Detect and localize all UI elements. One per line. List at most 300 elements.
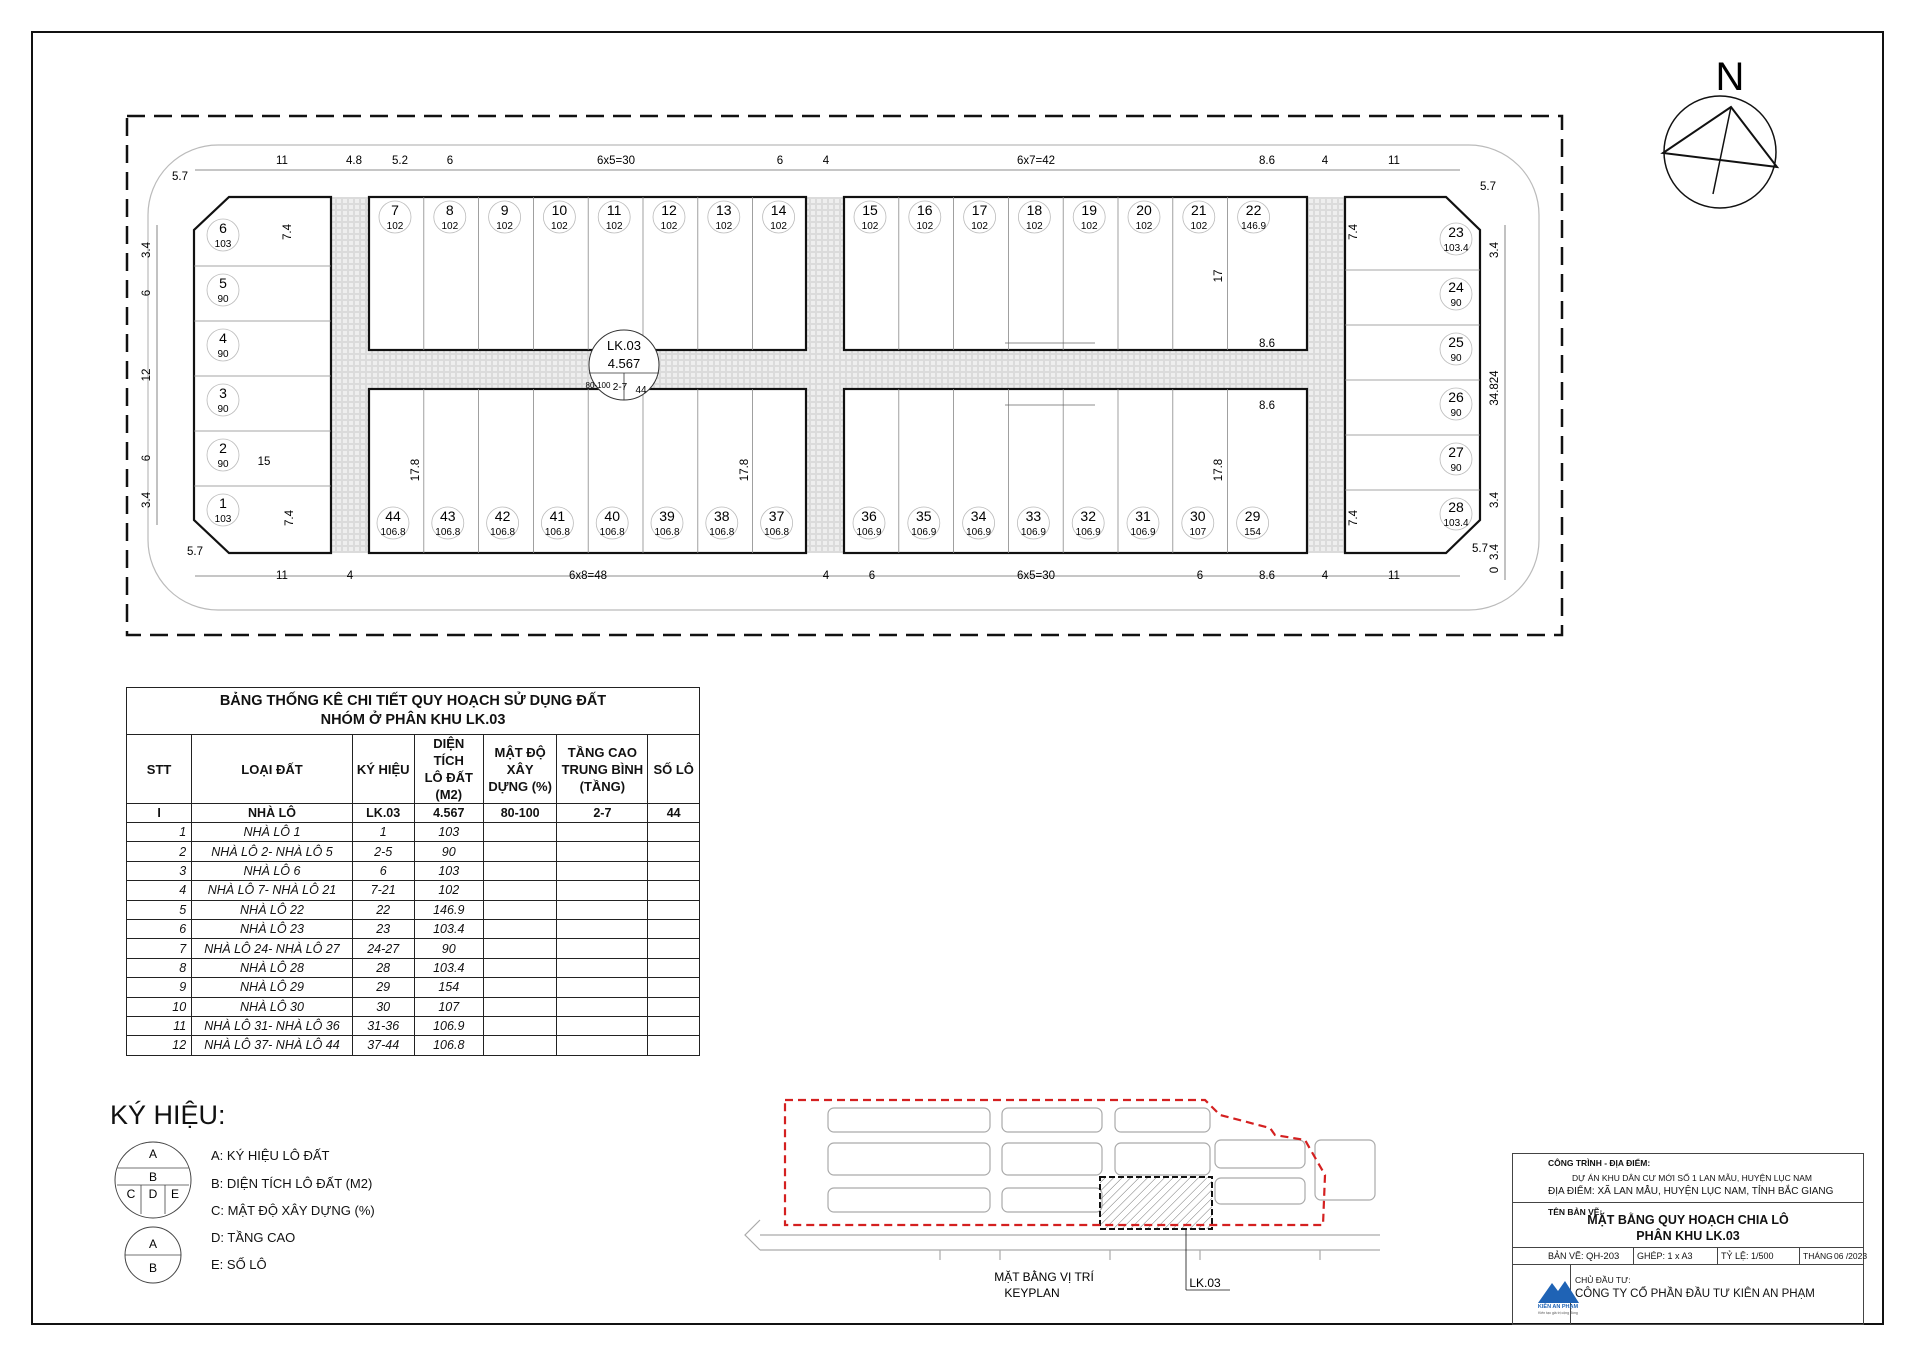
- table-cell-sl: [648, 939, 700, 958]
- lot-number: 43: [440, 508, 456, 524]
- lot-area: 102: [1190, 221, 1208, 232]
- lot-area: 102: [916, 221, 934, 232]
- table-cell-loai: NHÀ LÔ 28: [192, 958, 353, 977]
- scale: TỶ LỆ: 1/500: [1721, 1251, 1774, 1261]
- table-row: [127, 842, 700, 861]
- table-cell-sl: [648, 978, 700, 997]
- table-row: [127, 958, 700, 977]
- block-floors: 2-7: [612, 382, 628, 393]
- lot-area: 102: [605, 221, 623, 232]
- top-left-lot-marker: [434, 201, 466, 233]
- dimension-label: 11: [276, 570, 288, 582]
- table-cell-stt: 5: [127, 900, 192, 919]
- top-right-lot-marker: [964, 201, 996, 233]
- table-cell-stt: 10: [127, 997, 192, 1016]
- dimension-label: 3.4: [141, 242, 153, 258]
- summary-ky-hieu: LK.03: [352, 804, 414, 823]
- lot-area: 90: [217, 294, 229, 305]
- dimension-label: 17.8: [1213, 458, 1225, 482]
- table-cell-sl: [648, 900, 700, 919]
- lot-number: 14: [770, 202, 787, 218]
- lot-area: 106.9: [1075, 527, 1101, 538]
- right-lot-marker: [1440, 333, 1472, 365]
- drawing-title-1: MẶT BẰNG QUY HOẠCH CHIA LÔ: [1587, 1213, 1789, 1227]
- dimension-label: 6: [1196, 570, 1204, 582]
- lot-number: 13: [716, 202, 732, 218]
- dimension-label: 0: [1489, 566, 1501, 574]
- lot-area: 102: [1026, 221, 1043, 232]
- summary-mat-do: 80-100: [483, 804, 557, 823]
- north-arrow: [1663, 55, 1777, 208]
- table-cell-dt: 154: [414, 978, 483, 997]
- legend-symbol2-a: A: [148, 1237, 158, 1251]
- dimension-label: 17.8: [410, 458, 422, 482]
- table-cell-stt: 7: [127, 939, 192, 958]
- right-lot-marker: [1440, 278, 1472, 310]
- dimension-label: 4: [822, 570, 830, 582]
- logo-mountain-icon: [1538, 1281, 1579, 1303]
- table-cell-dt: 102: [414, 881, 483, 900]
- table-cell-loai: NHÀ LÔ 37- NHÀ LÔ 44: [192, 1036, 353, 1055]
- sheet-no-label: BẢN VẼ:: [1548, 1251, 1584, 1261]
- legend-item-e: E: SỐ LÔ: [211, 1257, 267, 1272]
- dimension-label: 8.6: [1259, 570, 1275, 582]
- project-location: ĐỊA ĐIỂM: XÃ LAN MẪU, HUYỆN LỤC NAM, TỈNH BẮC GIANG: [1548, 1186, 1834, 1197]
- bottom-right-lot-marker: [1017, 507, 1049, 539]
- table-cell-sl: [648, 842, 700, 861]
- lot-area: 90: [217, 459, 229, 470]
- table-cell-sl: [648, 1016, 700, 1035]
- dimension-label: 6x5=30: [1016, 570, 1056, 582]
- top-right-lot-marker: [1128, 201, 1160, 233]
- right-lot-marker: [1440, 388, 1472, 420]
- keyplan-label-1: MẶT BẰNG VỊ TRÍ: [994, 1270, 1094, 1284]
- lot-number: 33: [1025, 508, 1042, 524]
- company-logo: [1537, 1271, 1579, 1319]
- dimension-label: 6: [868, 570, 876, 582]
- table-cell-md: [483, 1016, 557, 1035]
- dimension-label: 8.6: [1259, 338, 1275, 350]
- lot-area: 90: [1450, 408, 1462, 419]
- table-cell-loai: NHÀ LÔ 31- NHÀ LÔ 36: [192, 1016, 353, 1035]
- table-cell-sl: [648, 823, 700, 842]
- summary-tang-cao: 2-7: [557, 804, 648, 823]
- table-cell-stt: 3: [127, 861, 192, 880]
- table-cell-stt: 12: [127, 1036, 192, 1055]
- table-cell-tc: [557, 881, 648, 900]
- table-cell-dt: 106.9: [414, 1016, 483, 1035]
- dimension-label: 3.4: [141, 492, 153, 508]
- table-cell-md: [483, 861, 557, 880]
- dimension-label: 11: [1388, 570, 1400, 582]
- lot-number: 5: [219, 275, 227, 291]
- lot-number: 20: [1136, 202, 1152, 218]
- summary-stt: I: [127, 804, 192, 823]
- dimension-label: 8.6: [1259, 155, 1275, 167]
- table-cell-tc: [557, 861, 648, 880]
- table-cell-md: [483, 900, 557, 919]
- table-cell-md: [483, 881, 557, 900]
- table-cell-dt: 103: [414, 861, 483, 880]
- table-cell-loai: NHÀ LÔ 24- NHÀ LÔ 27: [192, 939, 353, 958]
- lot-area: 106.8: [435, 527, 461, 538]
- table-cell-dt: 146.9: [414, 900, 483, 919]
- left-lot-marker: [207, 494, 239, 526]
- top-left-lot-marker: [653, 201, 685, 233]
- legend-item-d: D: TẦNG CAO: [211, 1230, 296, 1245]
- table-cell-stt: 9: [127, 978, 192, 997]
- lot-number: 7: [391, 202, 399, 218]
- table-cell-loai: NHÀ LÔ 6: [192, 861, 353, 880]
- lot-number: 8: [445, 202, 454, 218]
- legend-symbol-a: A: [148, 1147, 158, 1161]
- table-title-line-2: NHÓM Ở PHÂN KHU LK.03: [320, 712, 506, 728]
- lot-number: 32: [1080, 508, 1096, 524]
- table-title: [127, 688, 700, 735]
- table-cell-kh: 31-36: [352, 1016, 414, 1035]
- lot-number: 37: [768, 508, 785, 524]
- table-cell-md: [483, 958, 557, 977]
- block-code: LK.03: [607, 338, 641, 353]
- table-cell-stt: 11: [127, 1016, 192, 1035]
- lot-area: 106.8: [709, 527, 735, 538]
- lot-area: 106.9: [911, 527, 937, 538]
- dimension-label: 7.4: [1348, 224, 1360, 240]
- dimension-label: 6x5=30: [596, 155, 636, 167]
- dimension-label: 5.7: [1480, 181, 1496, 193]
- table-cell-kh: 1: [352, 823, 414, 842]
- dimension-label: 15: [257, 456, 271, 468]
- table-cell-sl: [648, 861, 700, 880]
- table-cell-loai: NHÀ LÔ 7- NHÀ LÔ 21: [192, 881, 353, 900]
- lot-number: 30: [1190, 508, 1206, 524]
- lot-number: 26: [1448, 389, 1464, 405]
- dimension-label: 8.6: [1259, 400, 1275, 412]
- date-value: 06 /2023: [1834, 1251, 1868, 1261]
- table-cell-tc: [557, 900, 648, 919]
- bottom-left-lot-marker: [432, 507, 464, 539]
- table-cell-md: [483, 919, 557, 938]
- top-right-lot-marker: [854, 201, 886, 233]
- table-cell-loai: NHÀ LÔ 23: [192, 919, 353, 938]
- lot-number: 39: [659, 508, 675, 524]
- table-cell-kh: 6: [352, 861, 414, 880]
- lot-number: 19: [1081, 202, 1097, 218]
- table-cell-sl: [648, 997, 700, 1016]
- lot-number: 44: [385, 508, 401, 524]
- lot-number: 29: [1244, 508, 1261, 524]
- owner-label: CHỦ ĐẦU TƯ:: [1575, 1275, 1631, 1285]
- bottom-right-lot-marker: [1072, 507, 1104, 539]
- lot-number: 9: [500, 202, 509, 218]
- lot-area: 106.8: [654, 527, 680, 538]
- lot-area: 106.8: [544, 527, 570, 538]
- left-lot-marker: [207, 439, 239, 471]
- table-cell-kh: 24-27: [352, 939, 414, 958]
- lot-area: 90: [217, 404, 229, 415]
- table-cell-md: [483, 842, 557, 861]
- dimension-label: 3.4: [1489, 544, 1501, 560]
- lot-number: 2: [219, 440, 227, 456]
- lot-number: 12: [661, 202, 677, 218]
- lot-number: 10: [551, 202, 568, 218]
- table-cell-dt: 90: [414, 842, 483, 861]
- lot-area: 106.9: [966, 527, 992, 538]
- lot-number: 35: [916, 508, 932, 524]
- table-cell-kh: 30: [352, 997, 414, 1016]
- top-right-lot-marker: [1018, 201, 1050, 233]
- table-cell-tc: [557, 1016, 648, 1035]
- table-cell-tc: [557, 1036, 648, 1055]
- dimension-label: 11: [276, 155, 288, 167]
- lot-number: 28: [1448, 499, 1464, 515]
- table-cell-tc: [557, 919, 648, 938]
- lot-area: 102: [551, 221, 568, 232]
- top-left-lot-marker: [543, 201, 575, 233]
- bottom-right-lot-marker: [963, 507, 995, 539]
- dimension-label: 4: [1321, 155, 1329, 167]
- lot-area: 106.8: [490, 527, 516, 538]
- lot-area: 154: [1244, 527, 1261, 538]
- owner-name: CÔNG TY CỔ PHẦN ĐẦU TƯ KIÊN AN PHẠM: [1575, 1288, 1815, 1300]
- bottom-left-lot-marker: [377, 507, 409, 539]
- top-right-lot-marker: [909, 201, 941, 233]
- table-cell-kh: 22: [352, 900, 414, 919]
- lot-number: 38: [714, 508, 730, 524]
- dimension-label: 34.824: [1489, 370, 1501, 406]
- bottom-left-lot-marker: [706, 507, 738, 539]
- dimension-label: 17.8: [739, 458, 751, 482]
- table-cell-kh: 7-21: [352, 881, 414, 900]
- dimension-label: 6: [776, 155, 784, 167]
- lot-area: 102: [770, 221, 787, 232]
- lot-area: 106.8: [764, 527, 790, 538]
- dimension-label: 17: [1213, 269, 1225, 283]
- col-so-lo: SỐ LÔ: [648, 735, 700, 804]
- lot-number: 41: [549, 508, 566, 524]
- lot-area: 102: [441, 221, 459, 232]
- table-cell-tc: [557, 978, 648, 997]
- lot-number: 34: [970, 508, 987, 524]
- legend-symbol-d: D: [148, 1187, 158, 1201]
- title-block: [1512, 1153, 1868, 1325]
- table-title-line-1: BẢNG THỐNG KÊ CHI TIẾT QUY HOẠCH SỬ DỤNG ĐẤT: [219, 693, 607, 709]
- lot-area: 106.9: [1130, 527, 1156, 538]
- top-right-lot-marker: [1183, 201, 1215, 233]
- table-cell-loai: NHÀ LÔ 29: [192, 978, 353, 997]
- lot-number: 27: [1448, 444, 1464, 460]
- dimension-label: 6: [141, 454, 153, 462]
- left-lot-marker: [207, 384, 239, 416]
- table-row: [127, 1036, 700, 1055]
- bottom-right-lot-marker: [908, 507, 940, 539]
- sheet-join: GHÉP: 1 x A3: [1637, 1251, 1693, 1261]
- table-row: [127, 861, 700, 880]
- dimension-label: 4: [1321, 570, 1329, 582]
- top-left-lot-marker: [763, 201, 795, 233]
- table-cell-dt: 107: [414, 997, 483, 1016]
- summary-so-lo: 44: [648, 804, 700, 823]
- table-cell-md: [483, 939, 557, 958]
- bottom-right-lot-marker: [1127, 507, 1159, 539]
- legend-item-c: C: MẬT ĐỘ XÂY DỰNG (%): [211, 1203, 375, 1218]
- table-cell-dt: 103.4: [414, 919, 483, 938]
- lot-area: 90: [1450, 298, 1462, 309]
- table-cell-kh: 28: [352, 958, 414, 977]
- project-name: DỰ ÁN KHU DÂN CƯ MỚI SỐ 1 LAN MẪU, HUYỆN LỤC NAM: [1572, 1173, 1813, 1183]
- table-cell-tc: [557, 939, 648, 958]
- table-cell-dt: 106.8: [414, 1036, 483, 1055]
- lot-area: 103.4: [1443, 243, 1469, 254]
- table-summary-row: [127, 804, 700, 823]
- north-label: N: [1715, 55, 1745, 99]
- top-left-lot-marker: [598, 201, 630, 233]
- lot-number: 25: [1448, 334, 1464, 350]
- lot-area: 90: [1450, 463, 1462, 474]
- top-left-lot-marker: [708, 201, 740, 233]
- col-loai-dat: LOẠI ĐẤT: [192, 735, 353, 804]
- dimension-label: 6x7=42: [1016, 155, 1056, 167]
- lot-number: 21: [1191, 202, 1207, 218]
- table-cell-tc: [557, 958, 648, 977]
- bottom-left-lot-marker: [487, 507, 519, 539]
- keyplan-highlight: [1100, 1177, 1212, 1229]
- col-stt: STT: [127, 735, 192, 804]
- lot-area: 103: [214, 514, 232, 525]
- table-cell-loai: NHÀ LÔ 1: [192, 823, 353, 842]
- summary-dien-tich: 4.567: [414, 804, 483, 823]
- lot-number: 11: [606, 202, 622, 218]
- right-lot-marker: [1440, 223, 1472, 255]
- table-cell-loai: NHÀ LÔ 30: [192, 997, 353, 1016]
- dimension-label: 7.4: [1348, 510, 1360, 526]
- table-cell-tc: [557, 823, 648, 842]
- dimension-label: 11: [1388, 155, 1400, 167]
- lot-area: 102: [971, 221, 988, 232]
- lot-area: 102: [1080, 221, 1098, 232]
- table-row: [127, 1016, 700, 1035]
- left-lot-marker: [207, 274, 239, 306]
- table-cell-loai: NHÀ LÔ 22: [192, 900, 353, 919]
- logo-tagline: Kiến tạo giá trị cộng đồng: [1538, 1311, 1578, 1315]
- lot-number: 15: [862, 202, 878, 218]
- lot-number: 22: [1245, 202, 1262, 218]
- lot-area: 102: [386, 221, 404, 232]
- left-lot-marker: [207, 219, 239, 251]
- block-area: 4.567: [607, 356, 641, 371]
- lot-number: 18: [1026, 202, 1043, 218]
- dimension-label: 12: [141, 368, 153, 382]
- lot-area: 102: [861, 221, 879, 232]
- bottom-left-lot-marker: [651, 507, 683, 539]
- table-cell-stt: 2: [127, 842, 192, 861]
- table-cell-sl: [648, 1036, 700, 1055]
- lot-area: 102: [715, 221, 733, 232]
- lot-area: 106.8: [599, 527, 625, 538]
- table-row: [127, 900, 700, 919]
- lot-area: 90: [217, 349, 229, 360]
- keyplan-label-2: KEYPLAN: [1004, 1286, 1060, 1300]
- left-lot-marker: [207, 329, 239, 361]
- lot-number: 6: [219, 220, 227, 236]
- col-mat-do: MẬT ĐỘ XÂY DỰNG (%): [483, 735, 557, 804]
- keyplan: [745, 1100, 1380, 1300]
- lot-number: 24: [1448, 279, 1464, 295]
- drawing-label: TÊN BẢN VẼ:: [1548, 1207, 1603, 1217]
- dimension-label: 6: [141, 289, 153, 297]
- bottom-right-lot-marker: [1182, 507, 1214, 539]
- table-cell-sl: [648, 881, 700, 900]
- block-lots: 44: [635, 385, 647, 396]
- sheet-no-value: QH-203: [1586, 1251, 1620, 1262]
- col-dien-tich: DIỆN TÍCH LÔ ĐẤT (M2): [414, 735, 483, 804]
- logo-text: KIÊN AN PHẠM: [1537, 1304, 1579, 1310]
- table-cell-kh: 23: [352, 919, 414, 938]
- table-cell-sl: [648, 958, 700, 977]
- table-cell-kh: 37-44: [352, 1036, 414, 1055]
- table-row: [127, 997, 700, 1016]
- lot-area: 106.9: [1020, 527, 1046, 538]
- right-lot-marker: [1440, 443, 1472, 475]
- table-cell-stt: 8: [127, 958, 192, 977]
- lot-number: 31: [1135, 508, 1151, 524]
- lot-area: 103.4: [1443, 518, 1469, 529]
- legend-item-a: A: KÝ HIỆU LÔ ĐẤT: [211, 1148, 330, 1163]
- bottom-right-lot-marker: [853, 507, 885, 539]
- right-lot-marker: [1440, 498, 1472, 530]
- lot-number: 40: [604, 508, 620, 524]
- legend-title: KÝ HIỆU:: [110, 1100, 226, 1130]
- project-label: CÔNG TRÌNH - ĐỊA ĐIỂM:: [1548, 1158, 1651, 1168]
- table-cell-kh: 2-5: [352, 842, 414, 861]
- table-cell-sl: [648, 919, 700, 938]
- lot-number: 16: [917, 202, 933, 218]
- bottom-left-lot-marker: [761, 507, 793, 539]
- keyplan-boundary: [785, 1100, 1325, 1225]
- table-cell-stt: 1: [127, 823, 192, 842]
- table-cell-md: [483, 1036, 557, 1055]
- table-cell-md: [483, 978, 557, 997]
- table-header-row: [127, 735, 700, 804]
- dimension-label: 3.4: [1489, 242, 1501, 258]
- lot-area: 106.9: [856, 527, 882, 538]
- col-ky-hieu: KÝ HIỆU: [352, 735, 414, 804]
- table-cell-tc: [557, 997, 648, 1016]
- drawing-title-2: PHÂN KHU LK.03: [1636, 1229, 1740, 1243]
- top-left-lot-marker: [379, 201, 411, 233]
- table-cell-tc: [557, 842, 648, 861]
- lot-area: 102: [496, 221, 513, 232]
- table-cell-kh: 29: [352, 978, 414, 997]
- lot-number: 42: [494, 508, 511, 524]
- dimension-label: 5.7: [172, 171, 188, 183]
- table-cell-dt: 90: [414, 939, 483, 958]
- legend-symbol-c: C: [126, 1187, 136, 1201]
- top-left-lot-marker: [489, 201, 521, 233]
- legend-symbol2-b: B: [148, 1261, 158, 1275]
- legend-symbol-e: E: [170, 1187, 180, 1201]
- lot-area: 103: [214, 239, 232, 250]
- lot-number: 3: [219, 385, 227, 401]
- lot-number: 17: [971, 202, 988, 218]
- lot-area: 106.8: [380, 527, 406, 538]
- dimension-label: 7.4: [282, 224, 294, 240]
- block-density: 80-100: [585, 381, 611, 390]
- table-cell-dt: 103: [414, 823, 483, 842]
- lot-area: 146.9: [1241, 221, 1267, 232]
- dimension-label: 5.7: [187, 546, 203, 558]
- dimension-label: 4: [822, 155, 830, 167]
